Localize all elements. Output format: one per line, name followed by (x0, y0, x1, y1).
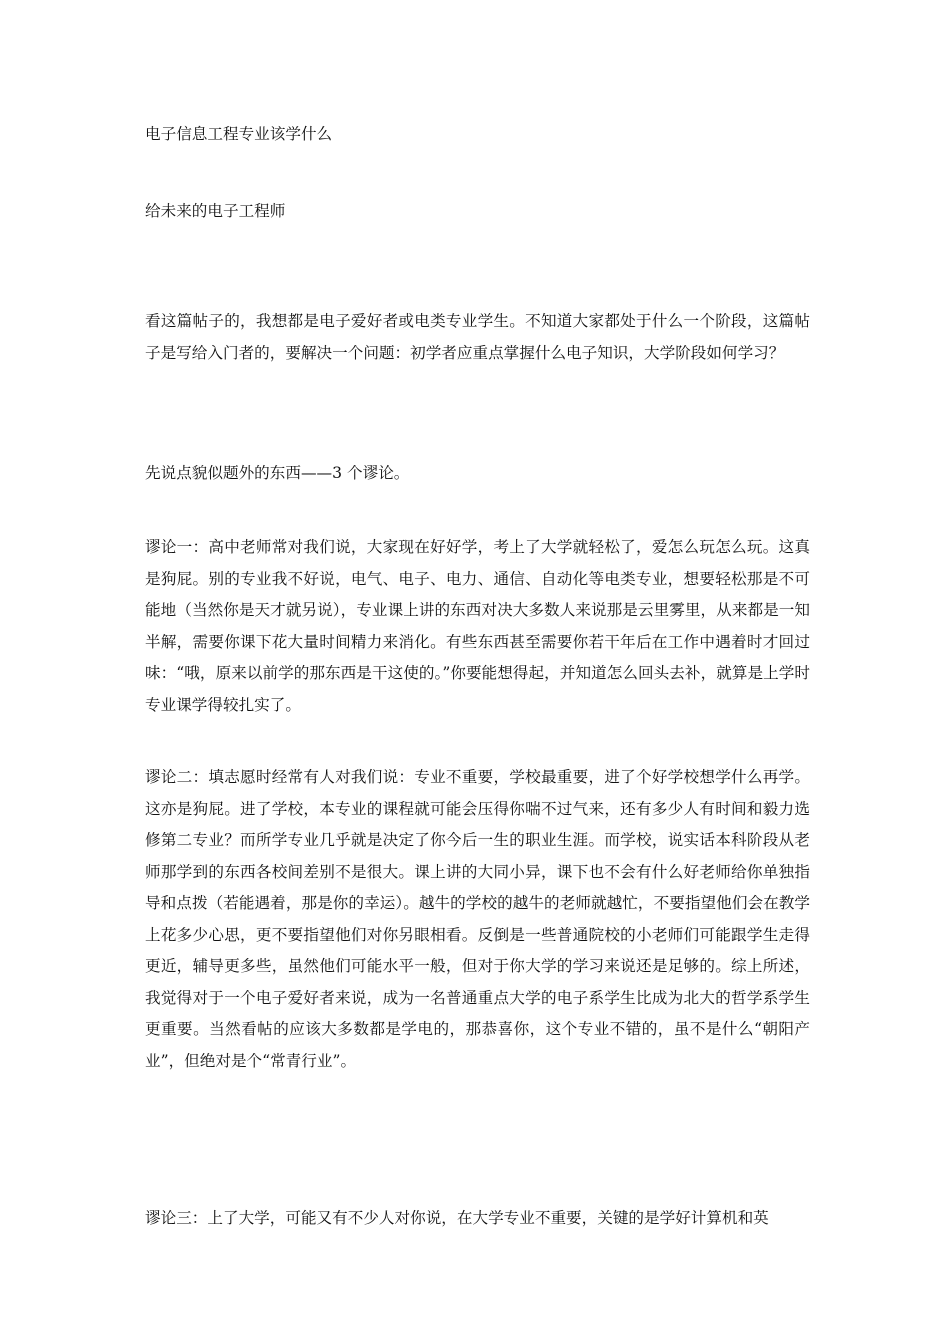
paragraph-fallacy-two: 谬论二：填志愿时经常有人对我们说：专业不重要，学校最重要，进了个好学校想学什么再学。这亦是狗屁。进了学校，本专业的课程就可能会压得你喘不过气来，还有多少人有时间和毅力选修第二专业？而所学专业几乎就是决定了你今后一生的职业生涯。而学校，说实话本科阶段从老师那学到的东西各校间差别不是很大。课上讲的大同小异，课下也不会有什么好老师给你单独指导和点拨（若能遇着，那是你的幸运）。越牛的学校的越牛的老师就越忙，不要指望他们会在教学上花多少心思，更不要指望他们对你另眼相看。反倒是一些普通院校的小老师们可能跟学生走得更近，辅导更多些，虽然他们可能水平一般，但对于你大学的学习来说还是足够的。综上所述，我觉得对于一个电子爱好者来说，成为一名普通重点大学的电子系学生比成为北大的哲学系学生更重要。当然看帖的应该大多数都是学电的，那恭喜你，这个专业不错的，虽不是什么“朝阳产业”，但绝对是个“常青行业”。 (145, 768, 810, 1070)
document-subtitle: 给未来的电子工程师 (145, 202, 286, 220)
paragraph-preface: 先说点貌似题外的东西——3 个谬论。 (145, 464, 410, 482)
paragraph-fallacy-one: 谬论一：高中老师常对我们说，大家现在好好学，考上了大学就轻松了，爱怎么玩怎么玩。这真是狗屁。别的专业我不好说，电气、电子、电力、通信、自动化等电类专业，想要轻松那是不可能地（当然你是天才就另说），专业课上讲的东西对决大多数人来说那是云里雾里，从来都是一知半解，需要你课下花大量时间精力来消化。有些东西甚至需要你若干年后在工作中遇着时才回过味：“哦，原来以前学的那东西是干这使的。”你要能想得起，并知道怎么回头去补，就算是上学时专业课学得较扎实了。 (145, 538, 810, 714)
paragraph-fallacy-three: 谬论三：上了大学，可能又有不少人对你说，在大学专业不重要，关键的是学好计算机和英 (145, 1209, 769, 1227)
document-title: 电子信息工程专业该学什么 (145, 125, 333, 143)
paragraph-intro: 看这篇帖子的，我想都是电子爱好者或电类专业学生。不知道大家都处于什么一个阶段，这篇帖子是写给入门者的，要解决一个问题：初学者应重点掌握什么电子知识，大学阶段如何学习？ (145, 312, 810, 362)
